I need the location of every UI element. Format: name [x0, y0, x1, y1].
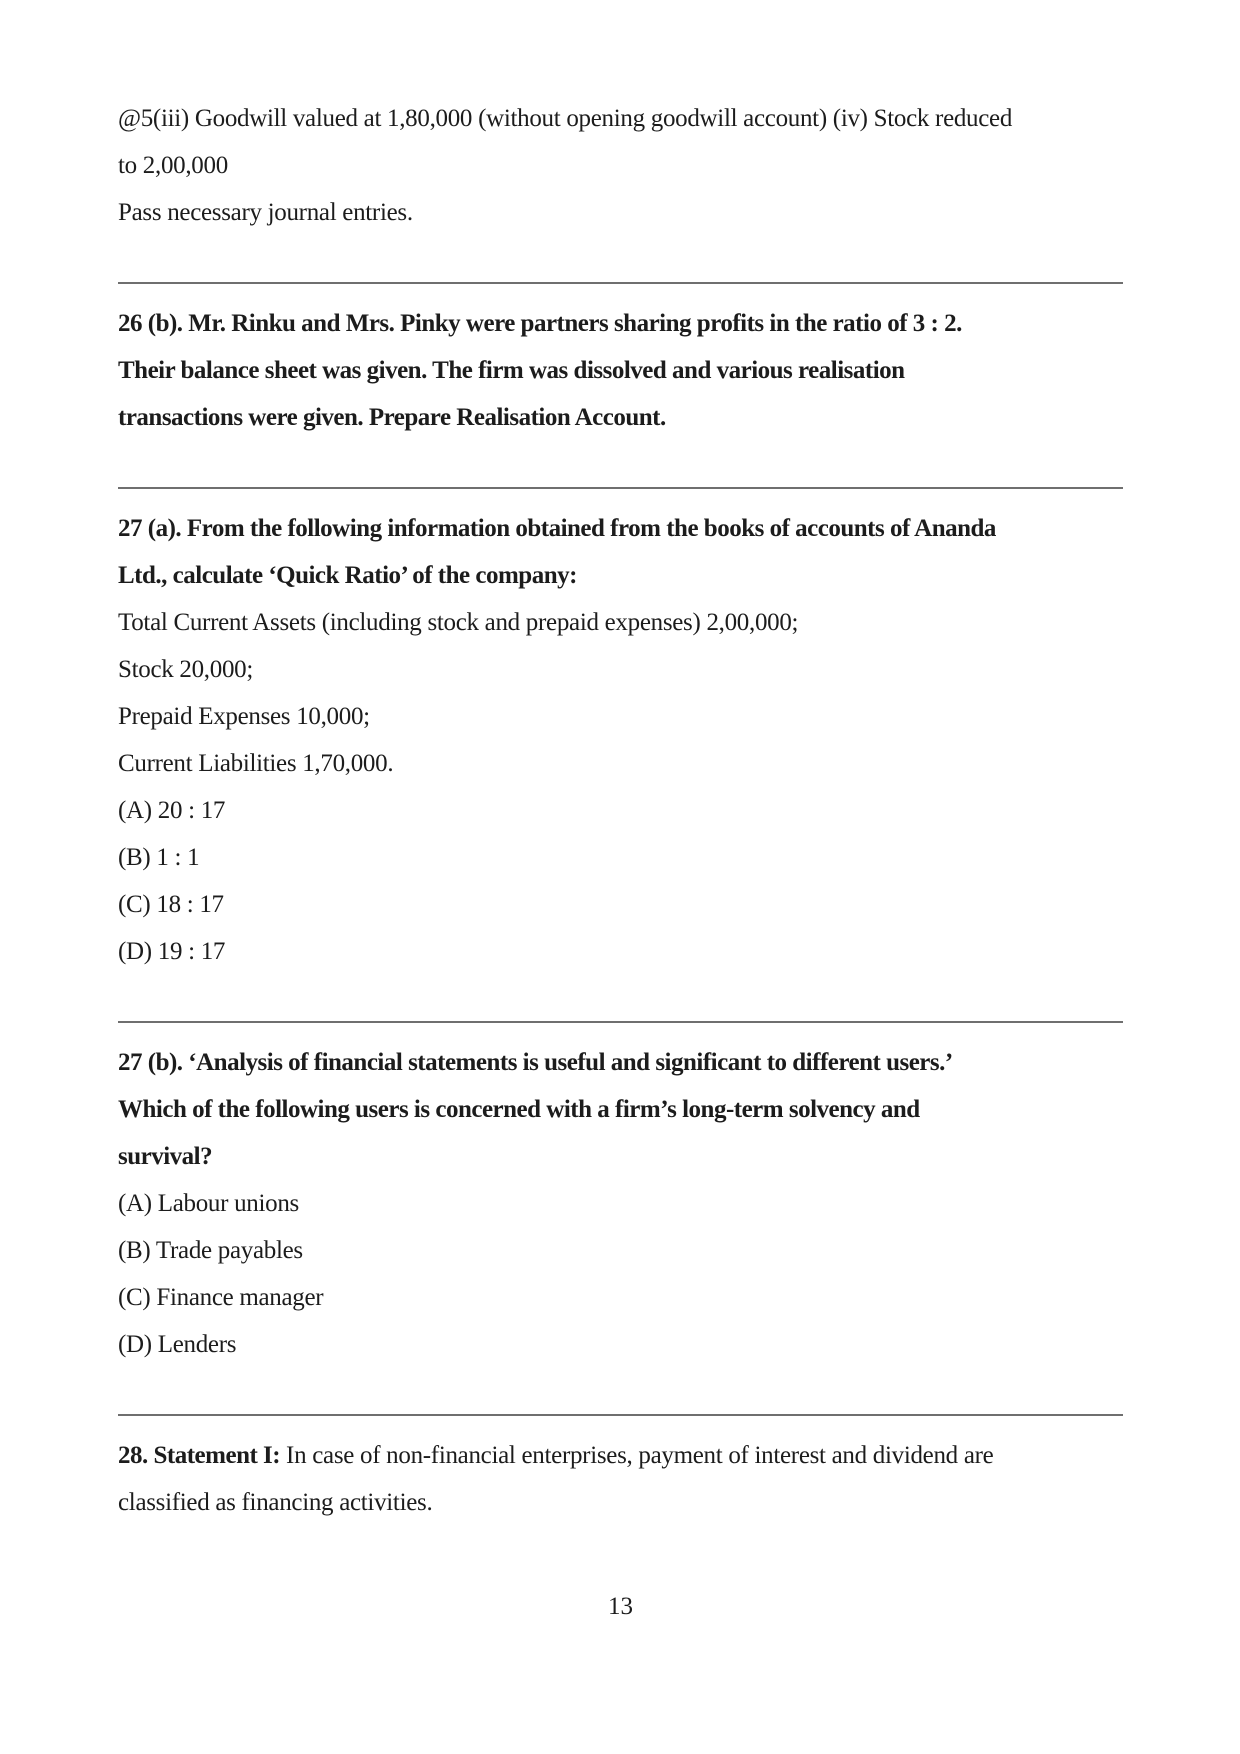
q25-paragraph-line-1: @5(iii) Goodwill valued at 1,80,000 (without opening goodwill account) (iv) Stock reduced	[118, 105, 1013, 132]
q27b-option-b: (B) Trade payables	[118, 1237, 303, 1264]
q27b-heading-line-3: survival?	[118, 1143, 213, 1170]
q25-paragraph-line-2: to 2,00,000	[118, 152, 228, 179]
section-divider-3	[118, 1021, 1123, 1023]
q27b-option-c: (C) Finance manager	[118, 1284, 324, 1311]
q27a-info-total-current-assets: Total Current Assets (including stock and prepaid expenses) 2,00,000;	[118, 609, 799, 636]
q27b-option-d: (D) Lenders	[118, 1331, 237, 1358]
q28-statement-text: In case of non-financial enterprises, payment of interest and dividend are	[280, 1442, 994, 1469]
q28-line-2: classified as financing activities.	[118, 1489, 433, 1516]
document-page	[118, 0, 1123, 1630]
q27a-info-current-liabilities: Current Liabilities 1,70,000.	[118, 750, 394, 777]
q27b-option-a: (A) Labour unions	[118, 1190, 299, 1217]
q27a-option-d: (D) 19 : 17	[118, 938, 226, 965]
q27a-option-c: (C) 18 : 17	[118, 891, 224, 918]
q28-line-1	[118, 1432, 1123, 1479]
q27b-heading-line-1: 27 (b). ‘Analysis of financial statements is useful and significant to different users.’	[118, 1049, 953, 1076]
q27a-info-stock: Stock 20,000;	[118, 656, 253, 683]
page-number: 13	[608, 1593, 633, 1620]
q26b-line-1: 26 (b). Mr. Rinku and Mrs. Pinky were partners sharing profits in the ratio of 3 : 2.	[118, 310, 962, 337]
q25-instruction: Pass necessary journal entries.	[118, 199, 413, 226]
q27a-heading-line-2: Ltd., calculate ‘Quick Ratio’ of the company:	[118, 562, 577, 589]
section-divider-1	[118, 282, 1123, 284]
q26b-line-2: Their balance sheet was given. The firm was dissolved and various realisation	[118, 357, 905, 384]
q27a-option-b: (B) 1 : 1	[118, 844, 200, 871]
q28-statement-label: 28. Statement I:	[118, 1442, 281, 1469]
section-divider-2	[118, 487, 1123, 489]
q27b-heading-line-2: Which of the following users is concerned with a firm’s long-term solvency and	[118, 1096, 920, 1123]
q27a-option-a: (A) 20 : 17	[118, 797, 226, 824]
q27a-info-prepaid-expenses: Prepaid Expenses 10,000;	[118, 703, 370, 730]
section-divider-4	[118, 1414, 1123, 1416]
q26b-line-3: transactions were given. Prepare Realisation Account.	[118, 404, 666, 431]
q27a-heading-line-1: 27 (a). From the following information obtained from the books of accounts of Ananda	[118, 515, 996, 542]
